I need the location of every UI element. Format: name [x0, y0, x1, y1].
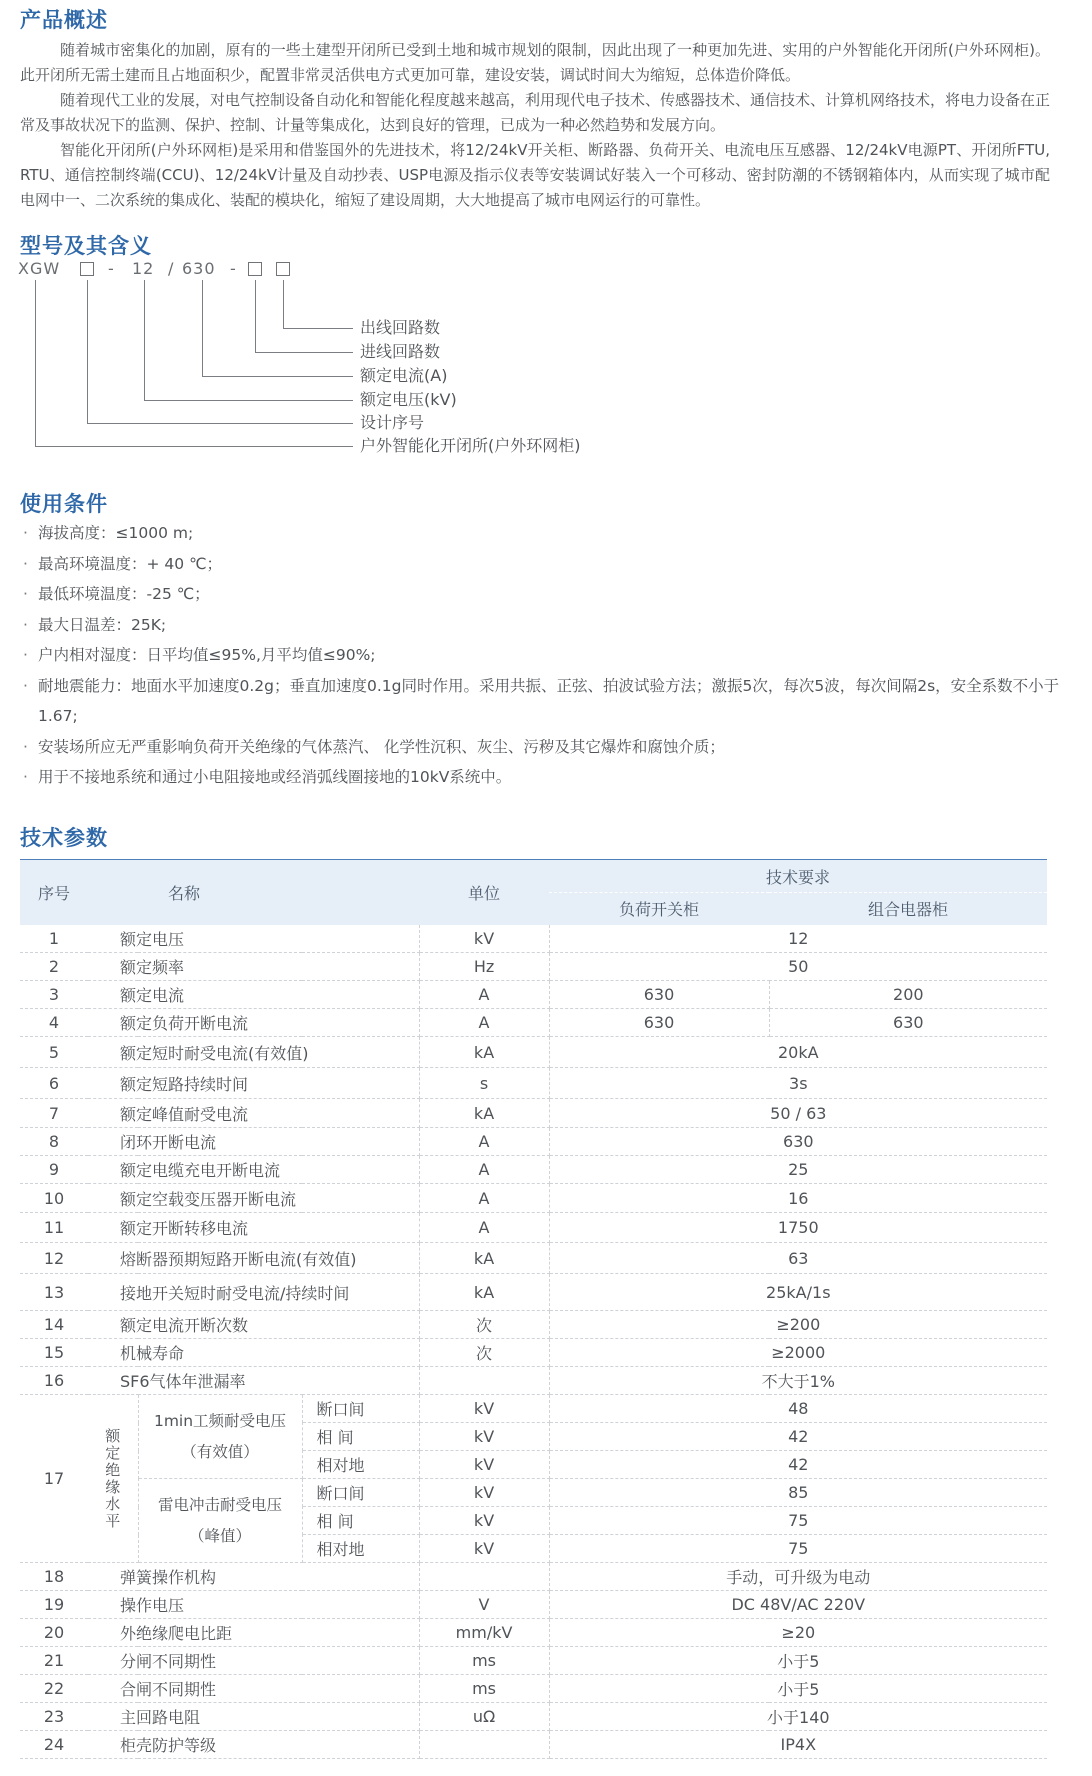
table-row: 16 SF6气体年泄漏率 不大于1%	[20, 1367, 1047, 1395]
section-title-conditions: 使用条件	[20, 492, 108, 516]
model-label-design: 设计序号	[360, 413, 425, 432]
model-code-sep2: -	[230, 259, 237, 278]
insulation-vertical-label: 额 定 绝 缘 水 平	[88, 1395, 138, 1563]
section-title-model: 型号及其含义	[20, 234, 152, 258]
conditions-list	[20, 518, 1060, 793]
model-code-diagram	[18, 256, 718, 466]
table-row: 12 熔断器预期短路开断电流(有效值) kA 63	[20, 1243, 1047, 1274]
model-code-box-out	[276, 262, 290, 276]
condition-item: · 最大日温差：25K;	[23, 615, 167, 634]
table-row: 相对地 kV 42	[20, 1451, 1047, 1479]
table-row: 22 合闸不同期性 ms 小于5	[20, 1675, 1047, 1703]
table-row: 9 额定电缆充电开断电流 A 25	[20, 1156, 1047, 1184]
table-row-insulation: 17 额 定 绝 缘 水 平 1min工频耐受电压 （有效值） 断口间 kV 48	[20, 1395, 1047, 1423]
header-no: 序号	[20, 860, 88, 925]
table-row: 相 间 kV 42	[20, 1423, 1047, 1451]
model-code-prefix: XGW	[18, 259, 61, 278]
overview-paragraph-3: 智能化开闭所(户外环网柜)是采用和借鉴国外的先进技术，将12/24kV开关柜、断路器、负荷开关、电流电压互感器、12/24kV电源PT、开闭所FTU, RTU、通信控制终端(CCU)、12/24kV计量及自动抄表、USP电源及指示仪表等安装调试好装入一个可移动、密封防潮的不锈钢箱体内，从而实现了城市配电网中一、二次系统的集成化、装配的模块化，缩短了建设周期，大大地提高了城市电网运行的可靠性。	[20, 141, 1050, 209]
table-row: 6 额定短路持续时间 s 3s	[20, 1068, 1047, 1099]
table-row: 雷电冲击耐受电压 （峰值） 断口间 kV 85	[20, 1479, 1047, 1507]
insulation-group-power-freq: 1min工频耐受电压 （有效值）	[138, 1395, 302, 1479]
leader-line-in	[255, 280, 256, 352]
model-label-in: 进线回路数	[360, 342, 441, 361]
table-row: 2 额定频率 Hz 50	[20, 953, 1047, 981]
table-row: 10 额定空载变压器开断电流 A 16	[20, 1184, 1047, 1213]
table-row: 4 额定负荷开断电流 A 630 630	[20, 1009, 1047, 1037]
table-row: 18 弹簧操作机构 手动，可升级为电动	[20, 1563, 1047, 1591]
model-code-box-design	[80, 262, 94, 276]
table-row: 14 额定电流开断次数 次 ≥200	[20, 1311, 1047, 1339]
insulation-group-lightning: 雷电冲击耐受电压 （峰值）	[138, 1479, 302, 1563]
leader-line-out	[283, 280, 284, 328]
table-row: 5 额定短时耐受电流(有效值) kA 20kA	[20, 1037, 1047, 1068]
table-row: 20 外绝缘爬电比距 mm/kV ≥20	[20, 1619, 1047, 1647]
table-row: 7 额定峰值耐受电流 kA 50 / 63	[20, 1099, 1047, 1128]
spec-table-header	[20, 860, 1047, 925]
table-row: 21 分闸不同期性 ms 小于5	[20, 1647, 1047, 1675]
section-title-specs: 技术参数	[20, 826, 108, 850]
leader-line-prefix	[35, 280, 36, 446]
model-code-box-in	[248, 262, 262, 276]
table-row: 19 操作电压 V DC 48V/AC 220V	[20, 1591, 1047, 1619]
table-row: 11 额定开断转移电流 A 1750	[20, 1213, 1047, 1243]
overview-paragraph-2: 随着现代工业的发展，对电气控制设备自动化和智能化程度越来越高，利用现代电子技术、传感器技术、通信技术、计算机网络技术，将电力设备在正常及事故状况下的监测、保护、控制、计量等集成化，达到良好的管理，已成为一种必然趋势和发展方向。	[20, 91, 1051, 134]
condition-item: · 最高环境温度：+ 40 ℃；	[23, 554, 222, 573]
condition-item: · 耐地震能力：地面水平加速度0.2g；垂直加速度0.1g同时作用。采用共振、正弦、拍波试验方法；激振5次，每次5波，每次间隔2s，安全系数不小于1.67;	[23, 676, 1060, 725]
table-row: 1 额定电压 kV 12	[20, 925, 1047, 953]
condition-item: · 户内相对湿度：日平均值≤95%,月平均值≤90%;	[23, 646, 376, 664]
model-code-current: 630	[182, 259, 216, 278]
header-combo: 组合电器柜	[769, 893, 1047, 925]
table-row: 8 闭环开断电流 A 630	[20, 1128, 1047, 1156]
section-title-overview: 产品概述	[20, 8, 108, 32]
leader-line-design	[87, 280, 88, 423]
condition-item: · 最低环境温度：-25 ℃；	[23, 585, 210, 603]
condition-item: · 用于不接地系统和通过小电阻接地或经消弧线圈接地的10kV系统中。	[23, 768, 512, 786]
header-load-switch: 负荷开关柜	[549, 893, 769, 925]
header-unit: 单位	[419, 860, 549, 925]
table-row: 23 主回路电阻 uΩ 小于140	[20, 1703, 1047, 1731]
table-row: 相 间 kV 75	[20, 1507, 1047, 1535]
model-label-out: 出线回路数	[360, 318, 441, 337]
model-label-current: 额定电流(A)	[360, 366, 448, 385]
model-label-prefix: 户外智能化开闭所(户外环网柜)	[360, 436, 581, 455]
table-row: 13 接地开关短时耐受电流/持续时间 kA 25kA/1s	[20, 1274, 1047, 1311]
condition-item: · 海拔高度：≤1000 m;	[23, 524, 194, 542]
model-label-voltage: 额定电压(kV)	[360, 390, 457, 409]
leader-line-current	[202, 280, 203, 376]
spec-table	[20, 859, 1047, 1759]
table-row: 15 机械寿命 次 ≥2000	[20, 1339, 1047, 1367]
header-tech-req: 技术要求	[549, 860, 1047, 893]
table-row: 3 额定电流 A 630 200	[20, 981, 1047, 1009]
leader-line-voltage	[144, 280, 145, 400]
table-row: 24 柜壳防护等级 IP4X	[20, 1731, 1047, 1759]
condition-item: · 安装场所应无严重影响负荷开关绝缘的气体蒸汽、 化学性沉积、灰尘、污秽及其它爆炸和腐蚀介质；	[23, 737, 725, 756]
model-code-sep1: -	[108, 259, 115, 278]
model-code-voltage: 12	[132, 259, 155, 278]
overview-paragraph-1: 随着城市密集化的加剧，原有的一些土建型开闭所已受到土地和城市规划的限制，因此出现了一种更加先进、实用的户外智能化开闭所(户外环网柜)。此开闭所无需土建而且占地面积少，配置非常灵活供电方式更加可靠，建设安装，调试时间大为缩短，总体造价降低。	[20, 41, 1050, 84]
table-row: 相对地 kV 75	[20, 1535, 1047, 1563]
model-code-slash: /	[168, 259, 175, 278]
header-name: 名称	[88, 860, 419, 925]
